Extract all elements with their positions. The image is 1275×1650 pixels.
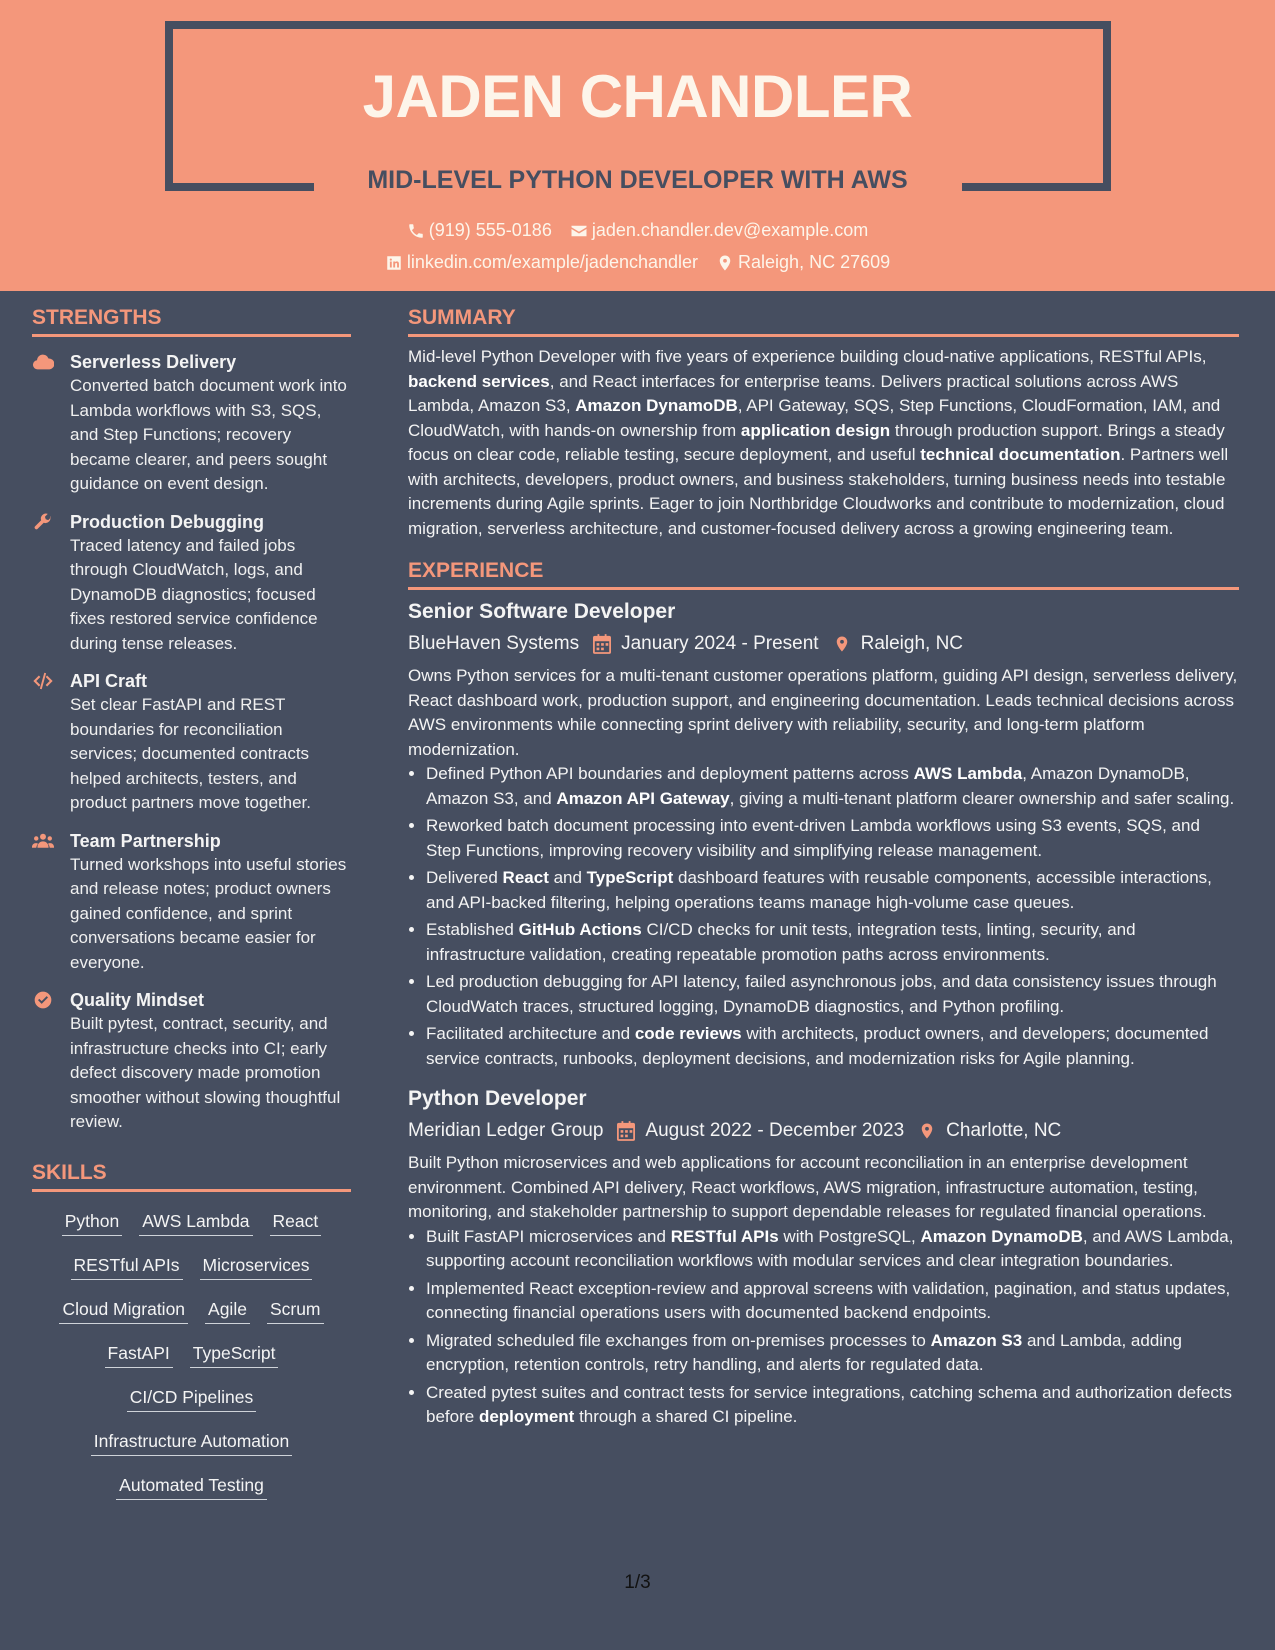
resume-header bbox=[0, 0, 1275, 291]
skill-tag: Infrastructure Automation bbox=[91, 1429, 293, 1456]
strength-item bbox=[32, 669, 351, 816]
strength-description: Built pytest, contract, security, and infrastructure checks into CI; early defect discovery made promotion smoother without slowing thoughtful review. bbox=[70, 1014, 341, 1131]
emphasized-text: GitHub Actions bbox=[518, 920, 642, 939]
job-entry bbox=[408, 598, 1239, 1071]
calendar-icon bbox=[593, 634, 611, 654]
skill-tag: React bbox=[270, 1209, 322, 1236]
text-run: , giving a multi-tenant platform clearer ownership and safer scaling. bbox=[729, 788, 1235, 808]
summary-heading: SUMMARY bbox=[408, 306, 1239, 337]
job-bullet bbox=[426, 866, 1239, 915]
phone-contact[interactable] bbox=[407, 220, 552, 241]
strength-body bbox=[70, 350, 351, 497]
job-dates: January 2024 - Present bbox=[621, 633, 819, 654]
strength-body bbox=[70, 510, 351, 657]
phone-text: (919) 555-0186 bbox=[428, 220, 552, 240]
text-run: through production support. Brings a steady focus on clear code, reliable testing, secure deployment, and useful bbox=[408, 420, 1225, 464]
text-run: CI/CD checks for unit tests, integration tests, linting, security, and infrastructure validation, creating repeatable promotion paths across environments. bbox=[426, 920, 1136, 964]
skill-tag: Scrum bbox=[267, 1297, 324, 1324]
code-icon bbox=[32, 669, 56, 816]
email-text: jaden.chandler.dev@example.com bbox=[591, 220, 869, 240]
job-bullet bbox=[426, 762, 1239, 811]
text-run: with architects, product owners, and developers; documented service contracts, runbooks, deployment decisions, and modernization risks for Agile planning. bbox=[426, 1024, 1209, 1068]
strength-item bbox=[32, 988, 351, 1135]
job-bullets bbox=[408, 1225, 1239, 1430]
check-circle-icon bbox=[32, 988, 56, 1135]
emphasized-text: Amazon DynamoDB bbox=[575, 396, 738, 415]
text-run: Established bbox=[426, 920, 519, 939]
skills-row bbox=[42, 1473, 341, 1500]
left-column bbox=[32, 306, 351, 1500]
map-pin-icon bbox=[918, 1121, 936, 1141]
skill-tag: Agile bbox=[205, 1297, 250, 1324]
text-run: Defined Python API boundaries and deployment patterns across bbox=[426, 764, 914, 783]
job-bullet bbox=[426, 1381, 1239, 1430]
text-run: , and React interfaces for enterprise teams. Delivers practical solutions across AWS Lambda, Amazon S3, bbox=[408, 371, 1179, 415]
strength-item bbox=[32, 829, 351, 976]
job-bullet bbox=[426, 1022, 1239, 1071]
emphasized-text: deployment bbox=[478, 1407, 575, 1426]
envelope-icon bbox=[570, 222, 588, 240]
emphasized-text: Amazon S3 bbox=[930, 1330, 1023, 1350]
job-dates: August 2022 - December 2023 bbox=[645, 1120, 905, 1141]
job-bullet bbox=[426, 1277, 1239, 1326]
strength-title: API Craft bbox=[70, 671, 148, 691]
skills-row bbox=[42, 1297, 341, 1324]
map-pin-icon bbox=[716, 254, 734, 272]
strength-title: Production Debugging bbox=[70, 511, 264, 532]
job-meta bbox=[408, 1117, 1239, 1145]
skill-tag: AWS Lambda bbox=[139, 1209, 252, 1236]
job-bullet bbox=[426, 918, 1239, 967]
candidate-name: JADEN CHANDLER bbox=[362, 63, 913, 130]
jobs-list bbox=[408, 598, 1239, 1430]
contact-row-2 bbox=[0, 252, 1275, 273]
skills-row bbox=[42, 1341, 341, 1368]
text-run: Created pytest suites and contract tests for service integrations, catching schema and authorization defects before bbox=[426, 1382, 1233, 1426]
strength-description: Turned workshops into useful stories and release notes; product owners gained confidence, and sprint conversations became easier for everyone. bbox=[70, 854, 347, 972]
skills-list bbox=[32, 1209, 351, 1500]
job-bullet bbox=[426, 1329, 1239, 1378]
job-company: BlueHaven Systems bbox=[408, 633, 580, 654]
summary-text bbox=[408, 345, 1239, 541]
emphasized-text: backend services bbox=[408, 371, 550, 391]
strength-description: Set clear FastAPI and REST boundaries for reconciliation services; documented contracts helped architects, testers, and product partners move together. bbox=[70, 695, 311, 812]
linkedin-icon bbox=[385, 254, 403, 272]
location-text: Raleigh, NC 27609 bbox=[738, 252, 891, 272]
text-run: with PostgreSQL, bbox=[778, 1226, 921, 1246]
text-run: , and AWS Lambda, supporting account reconciliation workflows with modular services and clear integration boundaries. bbox=[426, 1226, 1234, 1270]
strength-description: Converted batch document work into Lambda workflows with S3, SQS, and Step Functions; recovery became clearer, and peers sought guidance on event design. bbox=[70, 376, 347, 493]
skill-tag: Microservices bbox=[200, 1253, 313, 1280]
strength-title: Quality Mindset bbox=[70, 990, 205, 1010]
emphasized-text: application design bbox=[740, 420, 891, 440]
job-bullets bbox=[408, 762, 1239, 1071]
job-company: Meridian Ledger Group bbox=[408, 1120, 604, 1141]
skills-heading: SKILLS bbox=[32, 1161, 351, 1192]
text-run: , Amazon DynamoDB, Amazon S3, and bbox=[426, 764, 1190, 808]
strengths-list bbox=[32, 350, 351, 1135]
skill-tag: TypeScript bbox=[190, 1341, 279, 1368]
skill-tag: Automated Testing bbox=[116, 1473, 267, 1500]
email-contact[interactable] bbox=[570, 220, 868, 241]
strength-description: Traced latency and failed jobs through CloudWatch, logs, and DynamoDB diagnostics; focused fixes restored service confidence during tense releases. bbox=[70, 535, 318, 653]
skill-tag: RESTful APIs bbox=[71, 1253, 183, 1280]
text-run: through a shared CI pipeline. bbox=[574, 1407, 798, 1426]
skill-tag: Cloud Migration bbox=[59, 1297, 188, 1324]
job-title: Python Developer bbox=[408, 1087, 587, 1110]
skills-row bbox=[42, 1253, 341, 1280]
skill-tag: CI/CD Pipelines bbox=[127, 1385, 257, 1412]
text-run: , API Gateway, SQS, Step Functions, CloudFormation, IAM, and CloudWatch, with hands-on ownership from bbox=[408, 396, 1221, 440]
emphasized-text: TypeScript bbox=[586, 868, 674, 887]
job-bullet bbox=[426, 970, 1239, 1019]
job-bullet bbox=[426, 1225, 1239, 1274]
text-run: . Partners well with architects, developers, product owners, and business stakeholders, turning business needs into testable increments during Agile sprints. Eager to join Northbridge Cloudworks and contribute to modernization, cloud migration, serverless architecture, and customer-focused delivery across a growing engineering team. bbox=[408, 445, 1229, 538]
skills-row bbox=[42, 1385, 341, 1412]
right-column bbox=[408, 306, 1239, 1433]
experience-heading: EXPERIENCE bbox=[408, 559, 1239, 590]
strength-item bbox=[32, 350, 351, 497]
skills-row bbox=[42, 1209, 341, 1236]
text-run: Delivered bbox=[426, 868, 503, 887]
wrench-icon bbox=[32, 510, 56, 657]
job-entry bbox=[408, 1085, 1239, 1430]
text-run: Facilitated architecture and bbox=[426, 1024, 635, 1043]
emphasized-text: Amazon API Gateway bbox=[556, 788, 730, 808]
page-number: 1/3 bbox=[624, 1572, 651, 1593]
strengths-heading: STRENGTHS bbox=[32, 306, 351, 337]
text-run: Led production debugging for API latency, failed asynchronous jobs, and data consistency issues through CloudWatch traces, structured logging, DynamoDB diagnostics, and Python profiling. bbox=[426, 972, 1217, 1016]
emphasized-text: code reviews bbox=[634, 1024, 742, 1043]
job-description: Owns Python services for a multi-tenant customer operations platform, guiding API design, serverless delivery, React dashboard work, production support, and engineering documentation. Leads technical decisions across AWS environments while connecting sprint delivery with reliability, security, and long-term platform modernization. bbox=[408, 666, 1238, 759]
text-run: Implemented React exception-review and approval screens with validation, pagination, and status updates, connecting financial operations users with documented backend endpoints. bbox=[426, 1278, 1231, 1322]
emphasized-text: Amazon DynamoDB bbox=[920, 1226, 1083, 1246]
candidate-headline: MID-LEVEL PYTHON DEVELOPER WITH AWS bbox=[367, 166, 908, 194]
job-title: Senior Software Developer bbox=[408, 600, 676, 623]
job-bullet bbox=[426, 814, 1239, 863]
emphasized-text: RESTful APIs bbox=[670, 1226, 779, 1246]
strength-title: Team Partnership bbox=[70, 830, 221, 851]
phone-icon bbox=[407, 222, 425, 240]
linkedin-contact[interactable] bbox=[385, 252, 698, 273]
text-run: Reworked batch document processing into event-driven Lambda workflows using S3 events, SQS, and Step Functions, improving recovery visibility and simplifying release management. bbox=[426, 816, 1200, 860]
job-meta bbox=[408, 630, 1239, 658]
text-run: and Lambda, adding encryption, retention controls, retry handling, and alerts for regulated data. bbox=[426, 1330, 1182, 1374]
text-run: dashboard features with reusable components, accessible interactions, and API-backed filtering, helping operations teams manage high-volume case queues. bbox=[426, 868, 1212, 912]
skills-row bbox=[42, 1429, 341, 1456]
map-pin-icon bbox=[833, 634, 851, 654]
text-run: Migrated scheduled file exchanges from on-premises processes to bbox=[426, 1330, 931, 1350]
strength-body bbox=[70, 829, 351, 976]
text-run: and bbox=[548, 868, 587, 887]
contact-row-1 bbox=[0, 220, 1275, 241]
emphasized-text: React bbox=[502, 868, 549, 887]
location-contact bbox=[716, 252, 890, 273]
text-run: Mid-level Python Developer with five years of experience building cloud-native applications, RESTful APIs, bbox=[408, 347, 1207, 366]
skill-tag: FastAPI bbox=[105, 1341, 173, 1368]
calendar-icon bbox=[617, 1121, 635, 1141]
strength-body bbox=[70, 669, 351, 816]
job-description: Built Python microservices and web applications for account reconciliation in an enterprise development environment. Combined API delivery, React workflows, AWS migration, infrastructure automation, testing, monitoring, and stakeholder partnership to support dependable releases for regulated financial operations. bbox=[408, 1153, 1207, 1221]
job-location: Raleigh, NC bbox=[860, 633, 964, 654]
strength-title: Serverless Delivery bbox=[70, 352, 237, 372]
linkedin-text: linkedin.com/example/jadenchandler bbox=[406, 252, 699, 272]
job-location: Charlotte, NC bbox=[946, 1120, 1062, 1141]
cloud-icon bbox=[32, 350, 56, 497]
skill-tag: Python bbox=[62, 1209, 122, 1236]
strength-body bbox=[70, 988, 351, 1135]
users-icon bbox=[32, 829, 56, 976]
emphasized-text: AWS Lambda bbox=[913, 764, 1023, 783]
emphasized-text: technical documentation bbox=[920, 445, 1121, 464]
text-run: Built FastAPI microservices and bbox=[426, 1226, 671, 1246]
strength-item bbox=[32, 510, 351, 657]
